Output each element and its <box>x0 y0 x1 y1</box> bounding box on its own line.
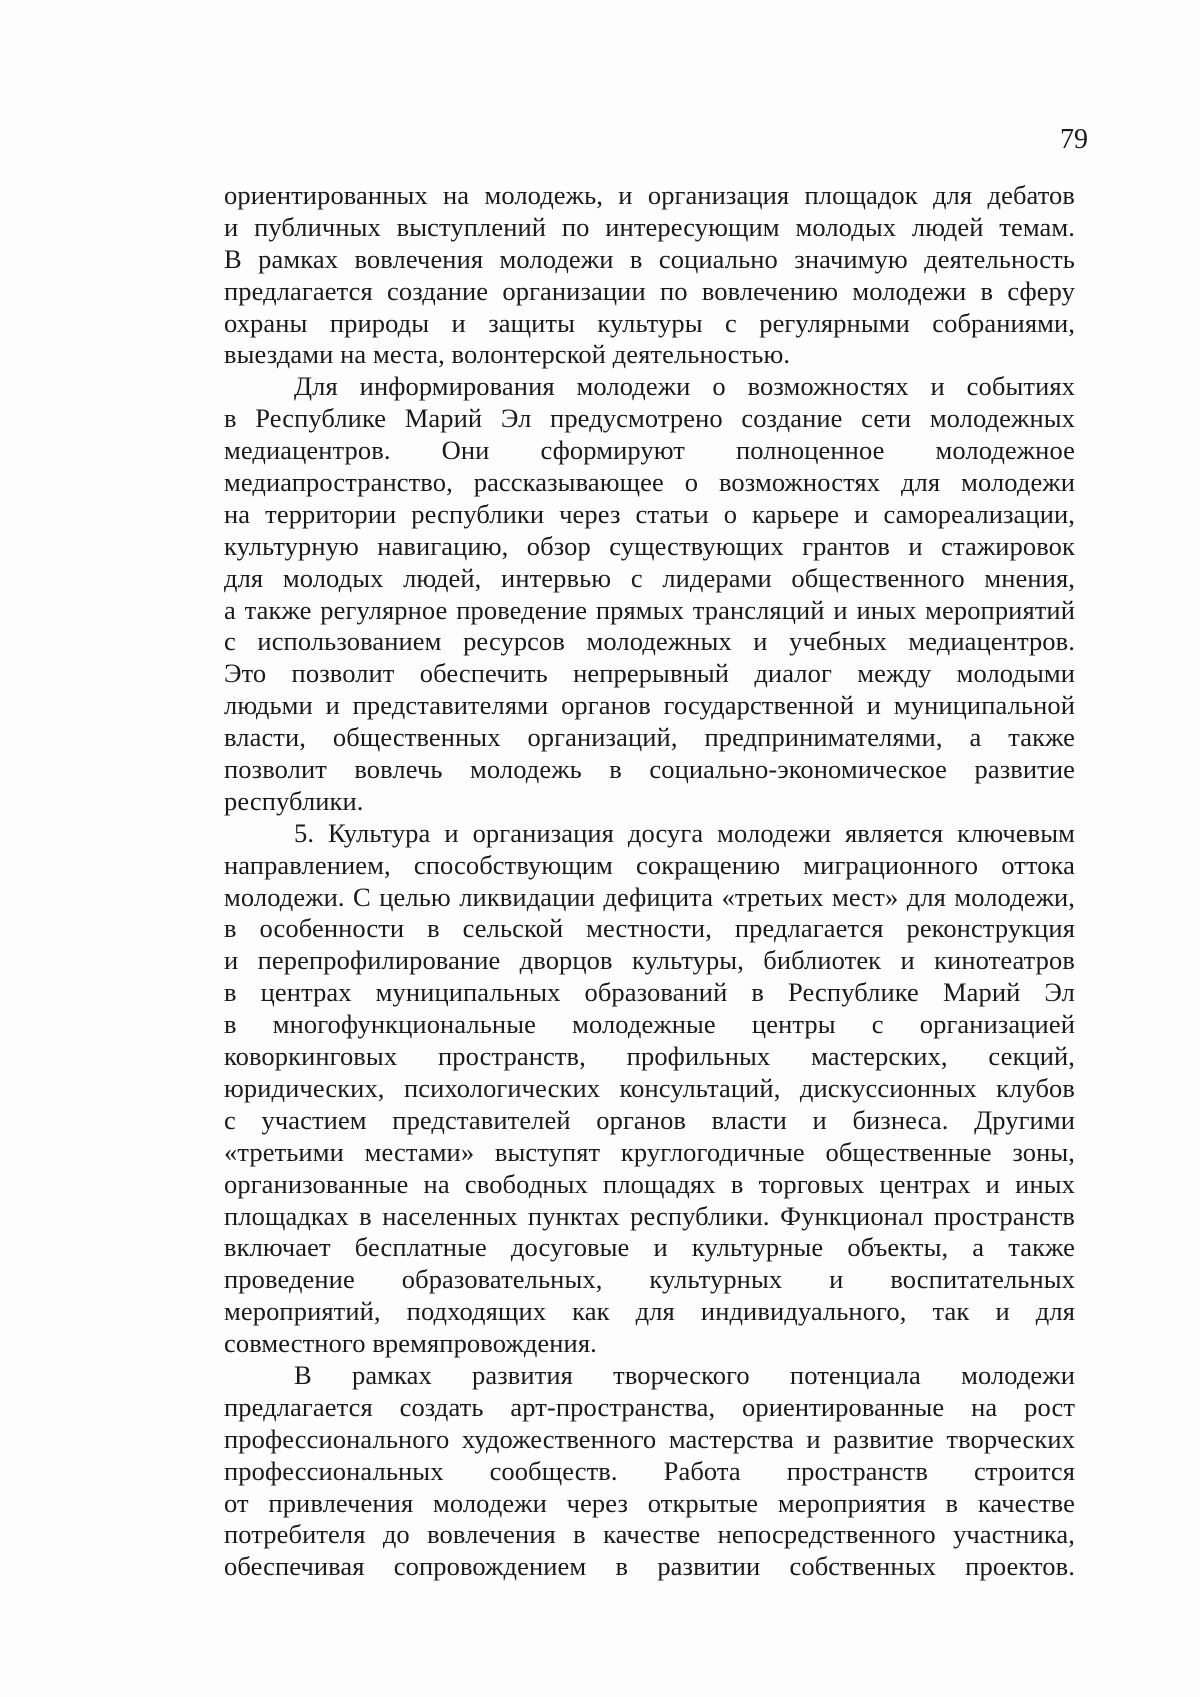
text-line: Это позволит обеспечить непрерывный диалог между молодыми <box>224 658 1075 689</box>
text-line: площадках в населенных пунктах республики. Функционал пространств <box>224 1200 1075 1231</box>
page-number: 79 <box>1060 124 1088 155</box>
text-line: республики. <box>224 785 364 816</box>
body-text <box>224 180 1075 1583</box>
text-line: власти, общественных организаций, предпринимателями, а также <box>224 722 1075 753</box>
text-line: направлением, способствующим сокращению миграционного оттока <box>224 849 1075 880</box>
text-line: людьми и представителями органов государственной и муниципальной <box>224 690 1075 721</box>
text-line: культурную навигацию, обзор существующих грантов и стажировок <box>224 530 1075 561</box>
text-line: В рамках вовлечения молодежи в социально значимую деятельность <box>224 243 1075 274</box>
text-line: на территории республики через статьи о карьере и самореализации, <box>224 498 1075 529</box>
text-line: включает бесплатные досуговые и культурные объекты, а также <box>224 1232 1075 1263</box>
text-line: «третьими местами» выступят круглогодичные общественные зоны, <box>224 1136 1075 1167</box>
text-line: медиапространство, рассказывающее о возможностях для молодежи <box>224 467 1075 498</box>
text-line: Для информирования молодежи о возможностях и событиях <box>294 371 1075 402</box>
text-line: предлагается создать арт-пространства, ориентированные на рост <box>224 1391 1075 1422</box>
text-line: молодежи. С целью ликвидации дефицита «третьих мест» для молодежи, <box>224 881 1075 912</box>
text-line: выездами на места, волонтерской деятельностью. <box>224 339 791 370</box>
text-line: для молодых людей, интервью с лидерами общественного мнения, <box>224 562 1075 593</box>
text-line: и публичных выступлений по интересующим молодых людей темам. <box>224 211 1075 242</box>
text-line: потребителя до вовлечения в качестве непосредственного участника, <box>224 1519 1075 1550</box>
text-line: в многофункциональные молодежные центры с организацией <box>224 1009 1075 1040</box>
text-line: охраны природы и защиты культуры с регулярными собраниями, <box>224 307 1075 338</box>
text-line: от привлечения молодежи через открытые мероприятия в качестве <box>224 1487 1075 1518</box>
text-line: с участием представителей органов власти и бизнеса. Другими <box>224 1104 1075 1135</box>
text-line: ориентированных на молодежь, и организация площадок для дебатов <box>224 180 1075 210</box>
text-line: в особенности в сельской местности, предлагается реконструкция <box>224 913 1075 944</box>
text-line: с использованием ресурсов молодежных и учебных медиацентров. <box>224 626 1075 657</box>
text-line: мероприятий, подходящих как для индивидуального, так и для <box>224 1296 1075 1327</box>
text-line: совместного времяпровождения. <box>224 1328 597 1359</box>
text-line: профессионального художественного мастерства и развитие творческих <box>224 1423 1075 1454</box>
text-line: и перепрофилирование дворцов культуры, библиотек и кинотеатров <box>224 945 1075 976</box>
text-line: позволит вовлечь молодежь в социально-экономическое развитие <box>224 754 1075 785</box>
text-line: проведение образовательных, культурных и воспитательных <box>224 1264 1075 1295</box>
text-line: а также регулярное проведение прямых трансляций и иных мероприятий <box>224 594 1075 625</box>
text-line: в центрах муниципальных образований в Республике Марий Эл <box>224 977 1075 1008</box>
text-line: предлагается создание организации по вовлечению молодежи в сферу <box>224 275 1075 306</box>
text-line: обеспечивая сопровождением в развитии собственных проектов. <box>224 1551 1075 1582</box>
text-line: коворкинговых пространств, профильных мастерских, секций, <box>224 1041 1075 1072</box>
text-line: юридических, психологических консультаций, дискуссионных клубов <box>224 1072 1075 1103</box>
text-line: организованные на свободных площадях в торговых центрах и иных <box>224 1168 1075 1199</box>
text-line: в Республике Марий Эл предусмотрено создание сети молодежных <box>224 403 1075 434</box>
text-line: 5. Культура и организация досуга молодежи является ключевым <box>294 817 1075 848</box>
text-line: профессиональных сообществ. Работа пространств строится <box>224 1455 1075 1486</box>
text-line: медиацентров. Они сформируют полноценное молодежное <box>224 435 1075 466</box>
text-line: В рамках развития творческого потенциала молодежи <box>294 1359 1075 1390</box>
